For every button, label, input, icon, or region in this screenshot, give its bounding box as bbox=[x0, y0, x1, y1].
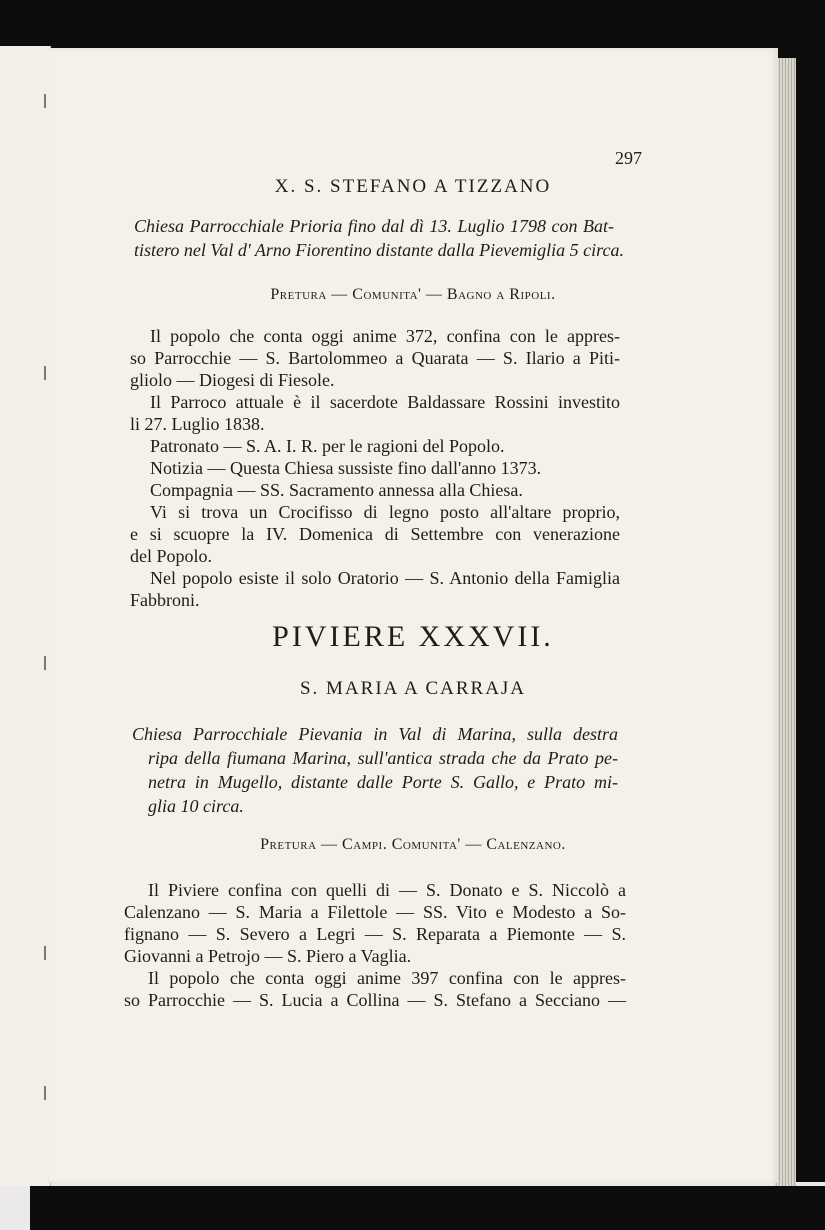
body-line: Il popolo che conta oggi anime 372, confina con le appres- bbox=[150, 326, 620, 346]
body-line: Giovanni a Petrojo — S. Piero a Vaglia. bbox=[124, 946, 412, 966]
description-line: netra in Mugello, distante dalle Porte S. Gallo, e Prato mi- bbox=[148, 772, 618, 792]
background-shadow bbox=[30, 1186, 825, 1230]
page-number: 297 bbox=[615, 148, 642, 168]
body-line: Il Parroco attuale è il sacerdote Baldassare Rossini investito bbox=[150, 392, 620, 412]
book-page bbox=[48, 48, 778, 1183]
body-line: gliolo — Diogesi di Fiesole. bbox=[130, 370, 335, 390]
binding-stitch bbox=[44, 94, 46, 108]
pretura-line: Pretura — Comunita' — Bagno a Ripoli. bbox=[270, 286, 556, 303]
body-line: Notizia — Questa Chiesa sussiste fino dall'anno 1373. bbox=[150, 458, 542, 478]
description-line: tistero nel Val d' Arno Fiorentino distante dalla Pievemiglia 5 circa. bbox=[134, 240, 624, 260]
body-line: Nel popolo esiste il solo Oratorio — S. Antonio della Famiglia bbox=[150, 568, 620, 588]
body-line: so Parrocchie — S. Lucia a Collina — S. Stefano a Secciano — bbox=[124, 990, 626, 1010]
binding-stitch bbox=[44, 1086, 46, 1100]
body-line: Fabbroni. bbox=[130, 590, 200, 610]
description-line: Chiesa Parrocchiale Pievania in Val di Marina, sulla destra bbox=[132, 724, 618, 744]
binding-stitch bbox=[44, 946, 46, 960]
piviere-heading: PIVIERE XXXVII. bbox=[272, 620, 554, 653]
section-title: S. MARIA A CARRAJA bbox=[299, 678, 527, 699]
body-line: Il Piviere confina con quelli di — S. Donato e S. Niccolò a bbox=[148, 880, 626, 900]
body-line: Patronato — S. A. I. R. per le ragioni del Popolo. bbox=[150, 436, 505, 456]
left-page-edge bbox=[0, 46, 51, 1186]
description-line: Chiesa Parrocchiale Prioria fino dal dì 13. Luglio 1798 con Bat- bbox=[134, 216, 614, 236]
body-line: Il popolo che conta oggi anime 397 confina con le appres- bbox=[148, 968, 626, 988]
body-line: Vi si trova un Crocifisso di legno posto all'altare proprio, bbox=[150, 502, 620, 522]
body-line: del Popolo. bbox=[130, 546, 213, 566]
body-line: so Parrocchie — S. Bartolommeo a Quarata — S. Ilario a Piti- bbox=[130, 348, 620, 368]
body-line: Compagnia — SS. Sacramento annessa alla Chiesa. bbox=[150, 480, 523, 500]
pretura-line: Pretura — Campi. Comunita' — Calenzano. bbox=[260, 836, 566, 853]
body-line: li 27. Luglio 1838. bbox=[130, 414, 265, 434]
section-title: X. S. STEFANO A TIZZANO bbox=[274, 176, 552, 197]
description-line: glia 10 circa. bbox=[148, 796, 244, 816]
body-line: fignano — S. Severo a Legri — S. Reparata a Piemonte — S. bbox=[124, 924, 626, 944]
body-line: e si scuopre la IV. Domenica di Settembre con venerazione bbox=[130, 524, 620, 544]
binding-stitch bbox=[44, 656, 46, 670]
description-line: ripa della fiumana Marina, sull'antica strada che da Prato pe- bbox=[148, 748, 618, 768]
binding-stitch bbox=[44, 366, 46, 380]
body-line: Calenzano — S. Maria a Filettole — SS. Vito e Modesto a So- bbox=[124, 902, 626, 922]
